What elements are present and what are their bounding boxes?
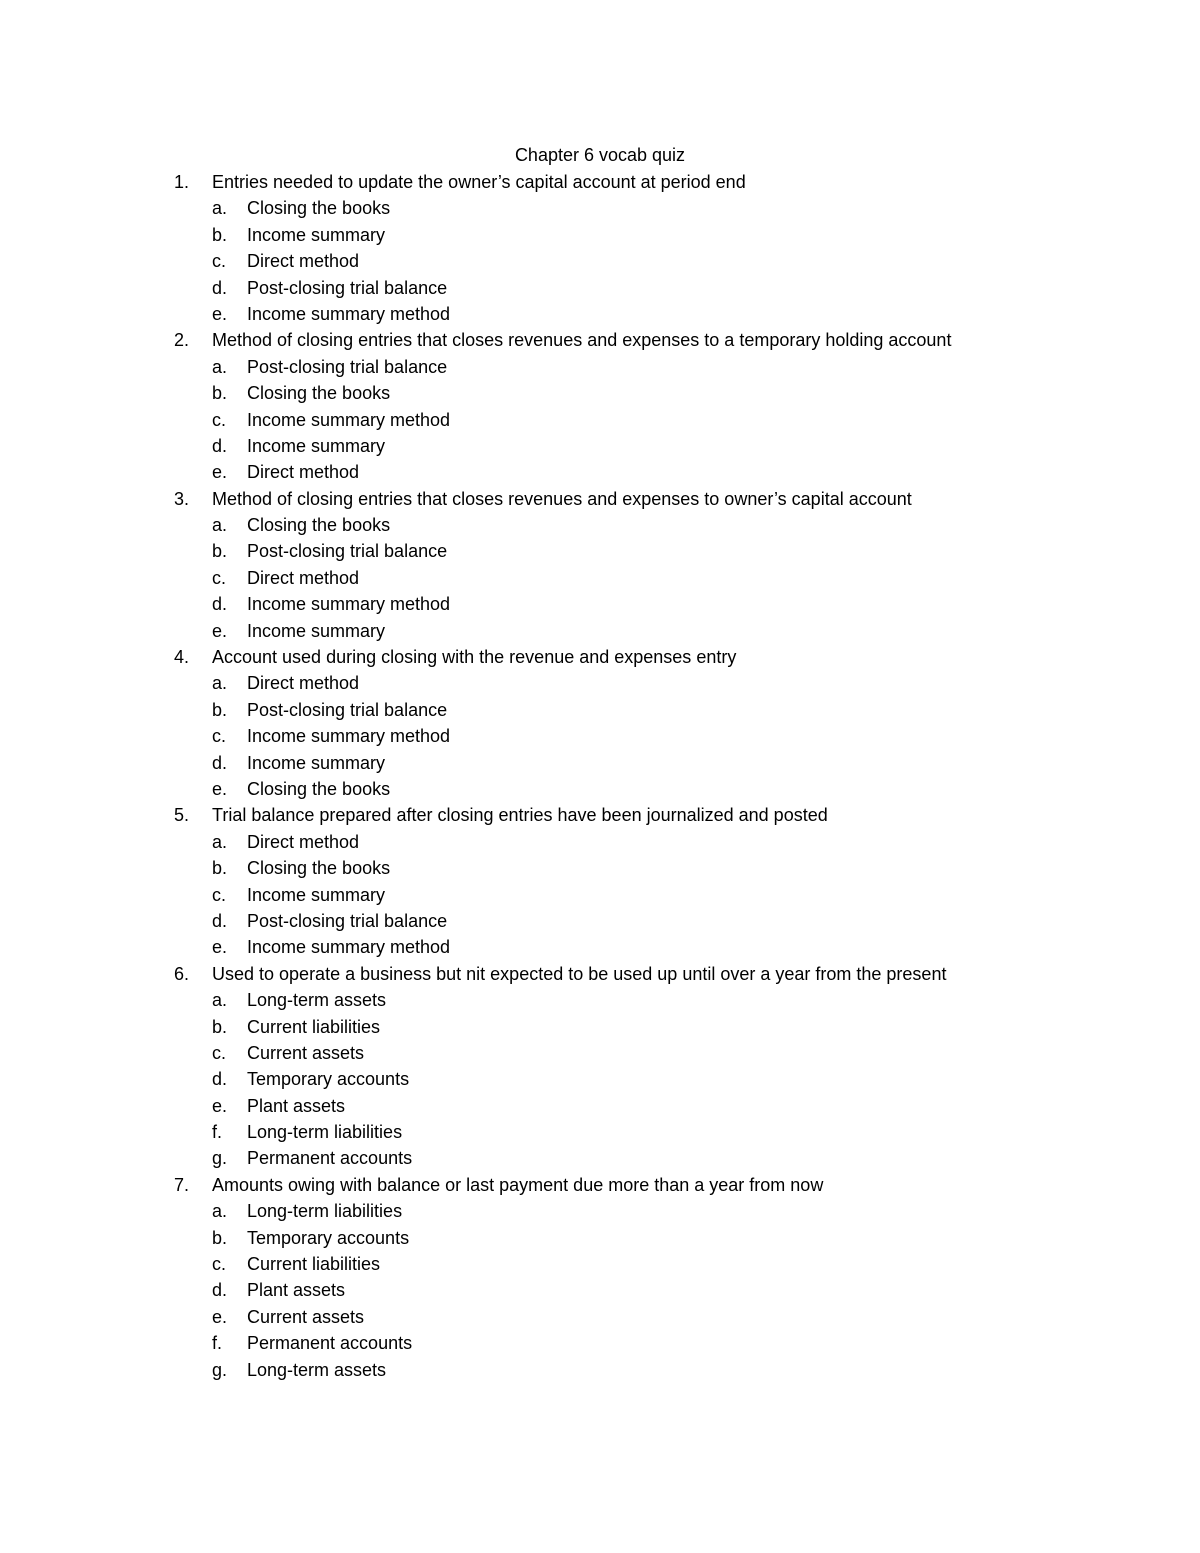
option-letter: c. xyxy=(212,567,227,588)
answer-option xyxy=(0,248,1200,274)
option-letter: a. xyxy=(212,990,228,1011)
option-letter: e. xyxy=(212,620,228,641)
option-letter: a. xyxy=(212,515,228,536)
option-text: Closing the books xyxy=(247,778,391,799)
option-letter: c. xyxy=(212,1254,227,1275)
answer-option xyxy=(0,1119,1200,1145)
option-text: Income summary method xyxy=(247,409,451,430)
option-letter: f. xyxy=(212,1122,223,1143)
question-text: Trial balance prepared after closing entries have been journalized and posted xyxy=(212,805,828,826)
option-letter: d. xyxy=(212,1069,228,1090)
option-text: Income summary method xyxy=(247,303,451,324)
answer-option xyxy=(0,670,1200,696)
answer-option xyxy=(0,591,1200,617)
answer-option xyxy=(0,512,1200,538)
question-item xyxy=(0,644,1200,670)
answer-option xyxy=(0,538,1200,564)
question-item xyxy=(0,802,1200,828)
option-letter: g. xyxy=(212,1148,228,1169)
answer-option xyxy=(0,222,1200,248)
option-letter: b. xyxy=(212,858,228,879)
option-letter: e. xyxy=(212,1095,228,1116)
option-text: Current liabilities xyxy=(247,1254,381,1275)
option-letter: a. xyxy=(212,831,228,852)
answer-option xyxy=(0,275,1200,301)
option-text: Temporary accounts xyxy=(247,1069,410,1090)
option-text: Income summary xyxy=(247,224,386,245)
question-text: Account used during closing with the revenue and expenses entry xyxy=(212,647,737,668)
question-text: Amounts owing with balance or last payment due more than a year from now xyxy=(212,1174,824,1195)
option-letter: d. xyxy=(212,910,228,931)
option-text: Direct method xyxy=(247,567,360,588)
answer-option xyxy=(0,565,1200,591)
option-text: Income summary method xyxy=(247,726,451,747)
answer-option xyxy=(0,354,1200,380)
option-letter: d. xyxy=(212,435,228,456)
option-letter: b. xyxy=(212,541,228,562)
answer-option xyxy=(0,1198,1200,1224)
answer-option xyxy=(0,1145,1200,1171)
option-letter: b. xyxy=(212,383,228,404)
option-text: Permanent accounts xyxy=(247,1333,413,1354)
option-text: Post-closing trial balance xyxy=(247,541,448,562)
option-text: Closing the books xyxy=(247,515,391,536)
answer-option xyxy=(0,1040,1200,1066)
option-text: Income summary xyxy=(247,752,386,773)
answer-option xyxy=(0,1225,1200,1251)
option-text: Direct method xyxy=(247,462,360,483)
option-text: Income summary method xyxy=(247,594,451,615)
option-text: Income summary xyxy=(247,435,386,456)
question-item xyxy=(0,961,1200,987)
option-text: Plant assets xyxy=(247,1280,346,1301)
option-text: Direct method xyxy=(247,831,360,852)
option-text: Plant assets xyxy=(247,1095,346,1116)
answer-option xyxy=(0,1357,1200,1383)
option-text: Closing the books xyxy=(247,858,391,879)
answer-option xyxy=(0,1066,1200,1092)
question-number: 3. xyxy=(174,488,190,509)
option-letter: d. xyxy=(212,594,228,615)
option-letter: c. xyxy=(212,884,227,905)
answer-option xyxy=(0,829,1200,855)
answer-option xyxy=(0,380,1200,406)
question-number: 7. xyxy=(174,1174,190,1195)
document-title: Chapter 6 vocab quiz xyxy=(514,145,686,165)
answer-option xyxy=(0,195,1200,221)
question-list xyxy=(0,169,1200,1383)
question-item xyxy=(0,486,1200,512)
option-letter: e. xyxy=(212,1306,228,1327)
question-number: 6. xyxy=(174,963,190,984)
option-text: Long-term liabilities xyxy=(247,1201,403,1222)
answer-option xyxy=(0,882,1200,908)
answer-option xyxy=(0,723,1200,749)
answer-option xyxy=(0,1330,1200,1356)
answer-option xyxy=(0,459,1200,485)
option-text: Permanent accounts xyxy=(247,1148,413,1169)
answer-option xyxy=(0,750,1200,776)
option-letter: a. xyxy=(212,356,228,377)
answer-option xyxy=(0,855,1200,881)
option-letter: e. xyxy=(212,462,228,483)
option-text: Long-term assets xyxy=(247,990,387,1011)
option-text: Long-term assets xyxy=(247,1359,387,1380)
option-letter: e. xyxy=(212,937,228,958)
option-letter: c. xyxy=(212,1042,227,1063)
option-letter: e. xyxy=(212,778,228,799)
answer-option xyxy=(0,776,1200,802)
question-number: 4. xyxy=(174,647,190,668)
option-text: Direct method xyxy=(247,251,360,272)
option-letter: c. xyxy=(212,409,227,430)
option-text: Long-term liabilities xyxy=(247,1122,403,1143)
option-letter: g. xyxy=(212,1359,228,1380)
question-number: 5. xyxy=(174,805,190,826)
option-letter: b. xyxy=(212,699,228,720)
question-text: Entries needed to update the owner’s capital account at period end xyxy=(212,172,746,192)
question-text: Method of closing entries that closes revenues and expenses to owner’s capital account xyxy=(212,488,912,509)
answer-option xyxy=(0,1251,1200,1277)
option-letter: b. xyxy=(212,1016,228,1037)
answer-option xyxy=(0,987,1200,1013)
option-letter: a. xyxy=(212,673,228,694)
option-letter: a. xyxy=(212,198,228,219)
option-letter: d. xyxy=(212,1280,228,1301)
option-text: Income summary xyxy=(247,884,386,905)
question-text: Used to operate a business but nit expected to be used up until over a year from the present xyxy=(212,963,947,984)
answer-option xyxy=(0,1277,1200,1303)
option-text: Post-closing trial balance xyxy=(247,910,448,931)
question-number: 1. xyxy=(174,172,190,192)
option-text: Closing the books xyxy=(247,383,391,404)
option-text: Current assets xyxy=(247,1306,365,1327)
answer-option xyxy=(0,1304,1200,1330)
option-text: Income summary xyxy=(247,620,386,641)
question-item xyxy=(0,1172,1200,1198)
answer-option xyxy=(0,407,1200,433)
option-letter: e. xyxy=(212,303,228,324)
question-item xyxy=(0,169,1200,195)
answer-option xyxy=(0,934,1200,960)
option-text: Post-closing trial balance xyxy=(247,699,448,720)
answer-option xyxy=(0,618,1200,644)
option-letter: c. xyxy=(212,726,227,747)
answer-option xyxy=(0,697,1200,723)
option-letter: a. xyxy=(212,1201,228,1222)
option-text: Temporary accounts xyxy=(247,1227,410,1248)
question-item xyxy=(0,327,1200,353)
option-text: Direct method xyxy=(247,673,360,694)
option-text: Current assets xyxy=(247,1042,365,1063)
option-text: Income summary method xyxy=(247,937,451,958)
option-text: Current liabilities xyxy=(247,1016,381,1037)
answer-option xyxy=(0,1093,1200,1119)
answer-option xyxy=(0,301,1200,327)
answer-option xyxy=(0,908,1200,934)
option-text: Post-closing trial balance xyxy=(247,277,448,298)
answer-option xyxy=(0,1014,1200,1040)
option-text: Closing the books xyxy=(247,198,391,219)
option-letter: d. xyxy=(212,277,228,298)
answer-option xyxy=(0,433,1200,459)
option-letter: d. xyxy=(212,752,228,773)
question-text: Method of closing entries that closes revenues and expenses to a temporary holding account xyxy=(212,330,952,351)
question-number: 2. xyxy=(174,330,190,351)
option-letter: b. xyxy=(212,224,228,245)
option-letter: f. xyxy=(212,1333,223,1354)
option-text: Post-closing trial balance xyxy=(247,356,448,377)
option-letter: b. xyxy=(212,1227,228,1248)
option-letter: c. xyxy=(212,251,227,272)
